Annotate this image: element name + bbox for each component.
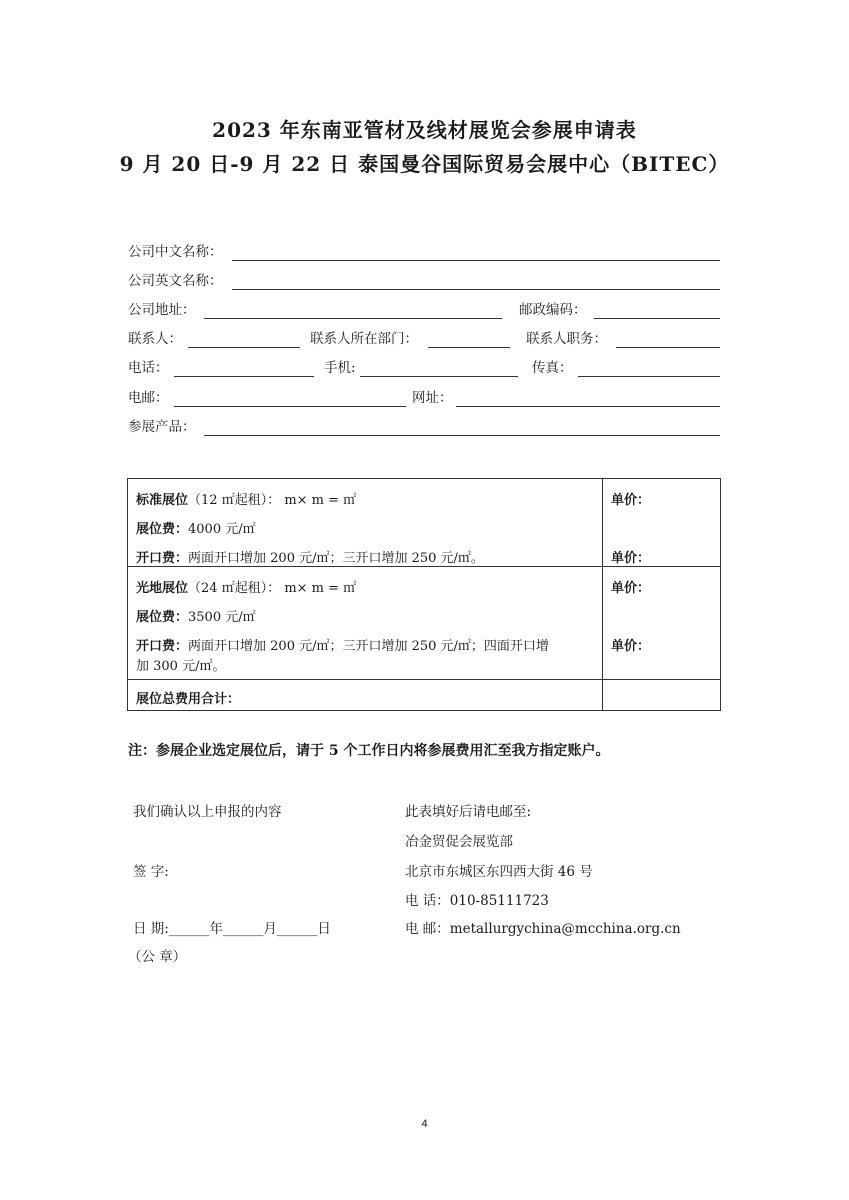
- department-field[interactable]: [428, 347, 510, 348]
- row-address: [128, 299, 720, 321]
- company-en-field[interactable]: [232, 289, 720, 290]
- position-field[interactable]: [616, 347, 720, 348]
- row-company-en: [128, 270, 720, 292]
- label-contact: 联系人：: [128, 331, 182, 347]
- standard-booth-label: 标准展位: [136, 493, 189, 508]
- label-address: 公司地址：: [128, 302, 196, 318]
- label-email: 电邮：: [128, 390, 169, 406]
- title-line-2: 9 月 20 日-9 月 22 日 泰国曼谷国际贸易会展中心（BITEC）: [119, 152, 730, 176]
- title-line-1: 2023 年东南亚管材及线材展览会参展申请表: [212, 118, 637, 142]
- standard-open-value: 两面开口增加 200 元/㎡；三开口增加 250 元/㎡。: [188, 551, 484, 566]
- label-website: 网址：: [412, 390, 453, 406]
- standard-booth-cell: [128, 479, 603, 567]
- label-position: 联系人职务：: [526, 331, 607, 347]
- seal-label: （公 章）: [128, 949, 187, 965]
- email-field[interactable]: [174, 406, 406, 407]
- label-company-en: 公司英文名称：: [128, 273, 223, 289]
- raw-price-cell[interactable]: [603, 567, 721, 680]
- label-phone: 电话：: [128, 360, 169, 376]
- row-email: [128, 387, 720, 409]
- row-company-cn: [128, 241, 720, 263]
- standard-unit-price-1: 单价：: [611, 493, 651, 508]
- standard-price-cell[interactable]: [603, 479, 721, 567]
- row-phone: [128, 357, 720, 379]
- row-products: [128, 416, 720, 438]
- raw-open-fee: [136, 635, 549, 654]
- raw-space-cell: [128, 567, 603, 680]
- raw-unit-price-1: 单价：: [611, 581, 651, 596]
- standard-booth-title: [136, 489, 356, 508]
- row-contact: [128, 328, 720, 350]
- raw-open-value-1: 两面开口增加 200 元/㎡；三开口增加 250 元/㎡；四面开口增: [188, 639, 549, 654]
- standard-booth-size: （12 ㎡起租）： m× m = ㎡: [188, 493, 357, 508]
- company-cn-field[interactable]: [232, 260, 720, 261]
- label-department: 联系人所在部门：: [310, 331, 418, 347]
- mobile-field[interactable]: [360, 376, 518, 377]
- standard-fee-value: 4000 元/㎡: [188, 522, 256, 537]
- raw-unit-price-2: 单价：: [611, 639, 651, 654]
- page-number: 4: [421, 1118, 428, 1130]
- label-company-cn: 公司中文名称：: [128, 244, 223, 260]
- label-postcode: 邮政编码：: [519, 302, 587, 318]
- raw-space-fee: [136, 606, 256, 625]
- booth-fee-table: [127, 478, 721, 711]
- payment-note: 注：参展企业选定展位后，请于 5 个工作日内将参展费用汇至我方指定账户。: [128, 743, 610, 759]
- standard-open-label: 开口费：: [136, 551, 189, 566]
- department-name: 冶金贸促会展览部: [405, 834, 513, 850]
- raw-space-label: 光地展位: [136, 581, 189, 596]
- raw-fee-label: 展位费：: [136, 610, 189, 625]
- raw-fee-value: 3500 元/㎡: [188, 610, 256, 625]
- raw-space-title: [136, 577, 356, 596]
- label-fax: 传真：: [532, 360, 573, 376]
- total-value-cell[interactable]: [603, 680, 721, 711]
- office-phone: 电 话：010-85111723: [405, 893, 549, 909]
- standard-unit-price-2: 单价：: [611, 551, 651, 566]
- label-mobile: 手机:: [324, 360, 356, 376]
- date-label: 日 期:______年______月______日: [133, 921, 331, 937]
- raw-open-label: 开口费：: [136, 639, 189, 654]
- standard-booth-fee: [136, 518, 256, 537]
- signature-label: 签 字:: [133, 864, 169, 880]
- standard-fee-label: 展位费：: [136, 522, 189, 537]
- table-row-raw: [128, 567, 721, 680]
- address-field[interactable]: [204, 318, 502, 319]
- standard-open-fee: [136, 547, 484, 566]
- table-row-standard: [128, 479, 721, 567]
- phone-field[interactable]: [174, 376, 314, 377]
- send-instruction: 此表填好后请电邮至:: [405, 804, 532, 820]
- confirm-text: 我们确认以上申报的内容: [133, 804, 282, 820]
- total-cell: [128, 680, 603, 711]
- table-row-total: [128, 680, 721, 711]
- total-label: 展位总费用合计：: [136, 692, 241, 707]
- postcode-field[interactable]: [594, 318, 720, 319]
- label-products: 参展产品：: [128, 419, 196, 435]
- contact-field[interactable]: [188, 347, 300, 348]
- fax-field[interactable]: [578, 376, 720, 377]
- website-field[interactable]: [456, 406, 720, 407]
- raw-space-size: （24 ㎡起租）： m× m = ㎡: [188, 581, 357, 596]
- products-field[interactable]: [204, 435, 720, 436]
- raw-open-fee-cont: 加 300 元/㎡。: [136, 659, 226, 674]
- office-address: 北京市东城区东四西大街 46 号: [405, 864, 593, 880]
- office-email[interactable]: 电 邮：metallurgychina@mcchina.org.cn: [405, 921, 681, 937]
